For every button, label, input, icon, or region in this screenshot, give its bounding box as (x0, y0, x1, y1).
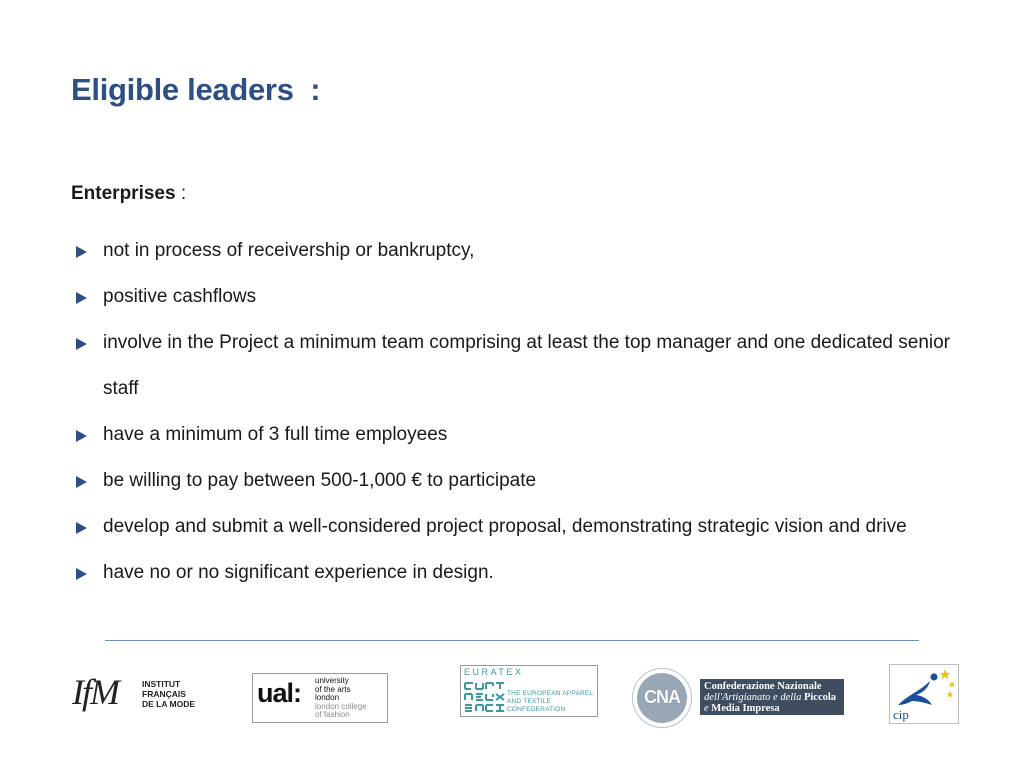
list-item-text: involve in the Project a minimum team comprising at least the top manager and one dedicated senior staff (103, 332, 951, 399)
bullet-arrow-icon (76, 292, 87, 304)
bullet-arrow-icon (76, 338, 87, 350)
cna-logo-text (700, 679, 844, 715)
ual-logo-line: university (315, 676, 349, 685)
euratex-pattern-icon (464, 680, 506, 714)
ifm-logo-mark: IfM (72, 672, 118, 712)
ifm-logo-text (142, 679, 195, 709)
cna-logo-mark: CNA (644, 687, 680, 707)
ual-logo-college-line: of fashion (315, 710, 350, 720)
ual-logo-line: london (315, 693, 340, 703)
list-item (71, 320, 971, 412)
ual-logo-text (315, 677, 367, 720)
list-item-text: not in process of receivership or bankruptcy, (103, 240, 475, 261)
euratex-logo (460, 665, 598, 717)
cip-logo (889, 664, 959, 724)
ifm-logo-line: FRANÇAIS (142, 689, 186, 699)
ifm-logo-line: DE LA MODE (142, 699, 196, 709)
cip-logo-name: cip (893, 707, 909, 722)
list-item (71, 504, 971, 550)
list-item (71, 550, 971, 596)
criteria-list (71, 228, 971, 596)
list-item-text: be willing to pay between 500-1,000 € to participate (103, 470, 537, 491)
list-item-text: have a minimum of 3 full time employees (103, 424, 448, 445)
euratex-logo-tagline (507, 690, 597, 714)
cna-globe-icon (632, 668, 692, 728)
list-item (71, 274, 971, 320)
euratex-logo-line: AND TEXTILE CONFEDERATION (507, 698, 566, 713)
bullet-arrow-icon (76, 568, 87, 580)
ual-logo-college-line: london college (315, 701, 367, 711)
section-label: Enterprises (71, 183, 176, 204)
cna-logo (632, 668, 846, 730)
cna-logo-line: e Media Impresa (704, 703, 780, 714)
ual-logo (252, 673, 388, 723)
bullet-arrow-icon (76, 476, 87, 488)
cna-logo-line: Confederazione Nazionale (704, 681, 822, 692)
bullet-arrow-icon (76, 522, 87, 534)
list-item-text: develop and submit a well-considered project proposal, demonstrating strategic vision and drive (103, 516, 907, 537)
euratex-logo-line: THE EUROPEAN APPAREL (507, 690, 594, 697)
list-item (71, 458, 971, 504)
list-item-text: have no or no significant experience in design. (103, 562, 494, 583)
section-suffix: : (175, 183, 187, 204)
bullet-arrow-icon (76, 246, 87, 258)
slide-title: Eligible leaders : (71, 72, 321, 107)
list-item-text: positive cashflows (103, 286, 257, 307)
cna-logo-line: dell'Artigianato e della Piccola (704, 692, 837, 703)
footer-divider (105, 640, 919, 641)
ual-logo-line: of the arts (315, 684, 351, 694)
euratex-logo-name: EURATEX (464, 667, 524, 677)
ifm-logo (72, 665, 202, 725)
list-item (71, 228, 971, 274)
ifm-logo-line: INSTITUT (142, 679, 181, 689)
section-heading (71, 183, 186, 205)
bullet-arrow-icon (76, 430, 87, 442)
list-item (71, 412, 971, 458)
ual-logo-mark: ual: (257, 678, 302, 708)
